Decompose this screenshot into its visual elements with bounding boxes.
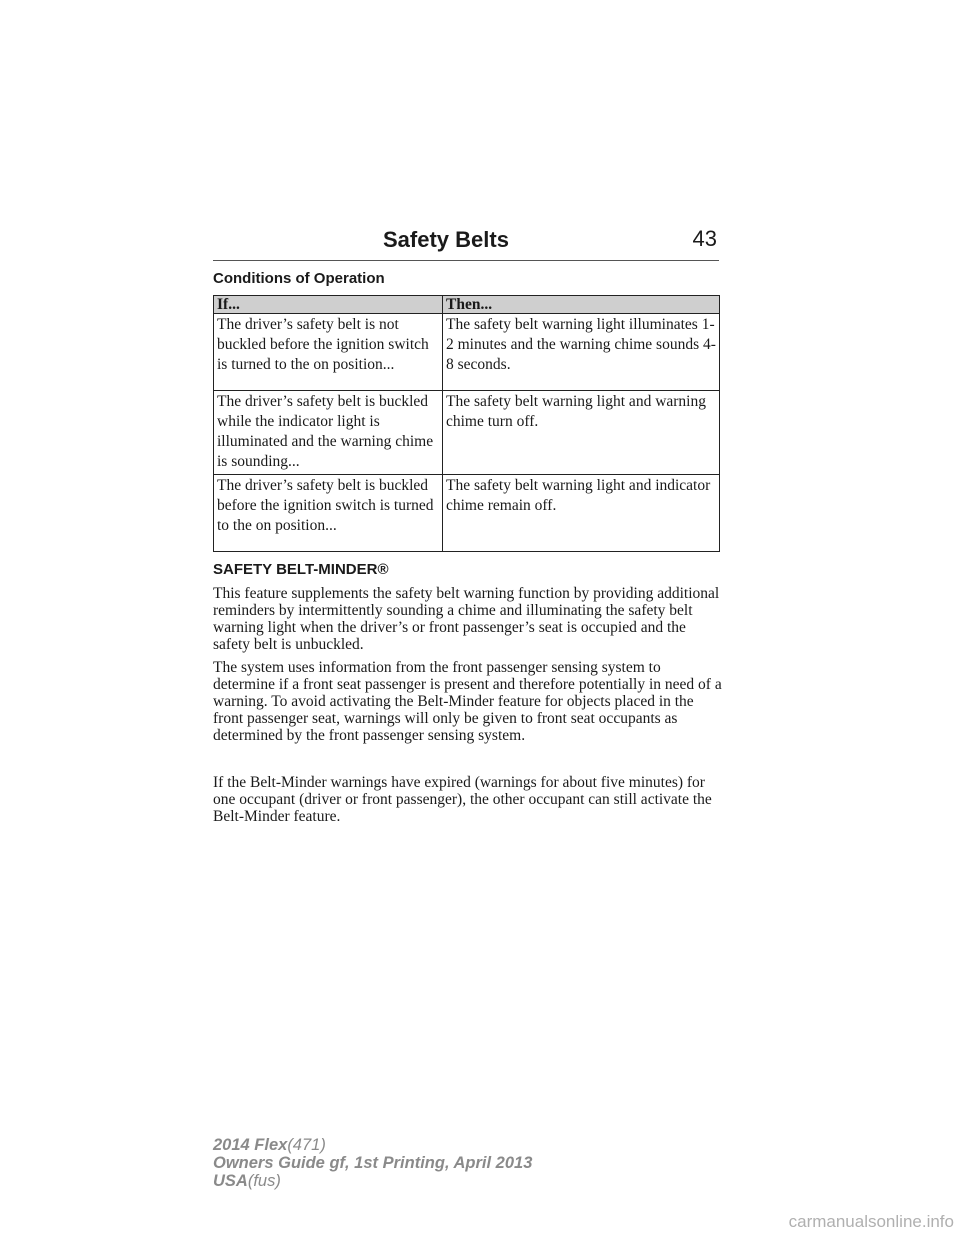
table-header-row [214,296,720,314]
belt-minder-title: SAFETY BELT-MINDER® [213,561,389,578]
footer-line-region [213,1172,532,1190]
page-header [213,226,719,261]
header-title: Safety Belts [383,227,509,252]
footer-region: USA [213,1172,248,1190]
column-header-then: Then... [443,296,720,314]
paragraph: The system uses information from the front passenger sensing system to determine if a front seat passenger is present and therefore potentially in need of a warning. To avoid activating the Belt-Minder feature for objects placed in the front passenger seat, warnings will only be given to front seat occupants as determined by the front passenger sensing system. [213,659,722,744]
footer-line-model [213,1136,532,1154]
table-cell-then: The safety belt warning light illuminates 1-2 minutes and the warning chime sounds 4-8 seconds. [443,314,720,391]
table-cell-if: The driver’s safety belt is buckled while the indicator light is illuminated and the warning chime is sounding... [214,391,443,475]
table-row [214,314,720,391]
table-cell-then: The safety belt warning light and warning chime turn off. [443,391,720,475]
footer-printing: Owners Guide gf, 1st Printing, April 2013 [213,1154,533,1172]
footer-model: 2014 Flex [213,1136,288,1154]
conditions-table [213,295,720,552]
paragraph: If the Belt-Minder warnings have expired (warnings for about five minutes) for one occupant (driver or front passenger), the other occupant can still activate the Belt-Minder feature. [213,774,712,825]
table-row [214,391,720,475]
footer-model-code: (471) [287,1136,326,1154]
footer-region-code: (fus) [247,1172,281,1190]
table-cell-then: The safety belt warning light and indicator chime remain off. [443,475,720,552]
conditions-title: Conditions of Operation [213,270,385,287]
page-number: 43 [692,226,717,251]
page-footer [213,1136,532,1190]
column-header-if: If... [214,296,443,314]
table-cell-if: The driver’s safety belt is not buckled before the ignition switch is turned to the on position... [214,314,443,391]
table-cell-if: The driver’s safety belt is buckled before the ignition switch is turned to the on position... [214,475,443,552]
table-row [214,475,720,552]
paragraph: This feature supplements the safety belt warning function by providing additional reminders by intermittently sounding a chime and illuminating the safety belt warning light when the driver’s or front passenger’s seat is occupied and the safety belt is unbuckled. [213,585,720,653]
watermark-text: carmanualsonline.info [788,1212,954,1231]
